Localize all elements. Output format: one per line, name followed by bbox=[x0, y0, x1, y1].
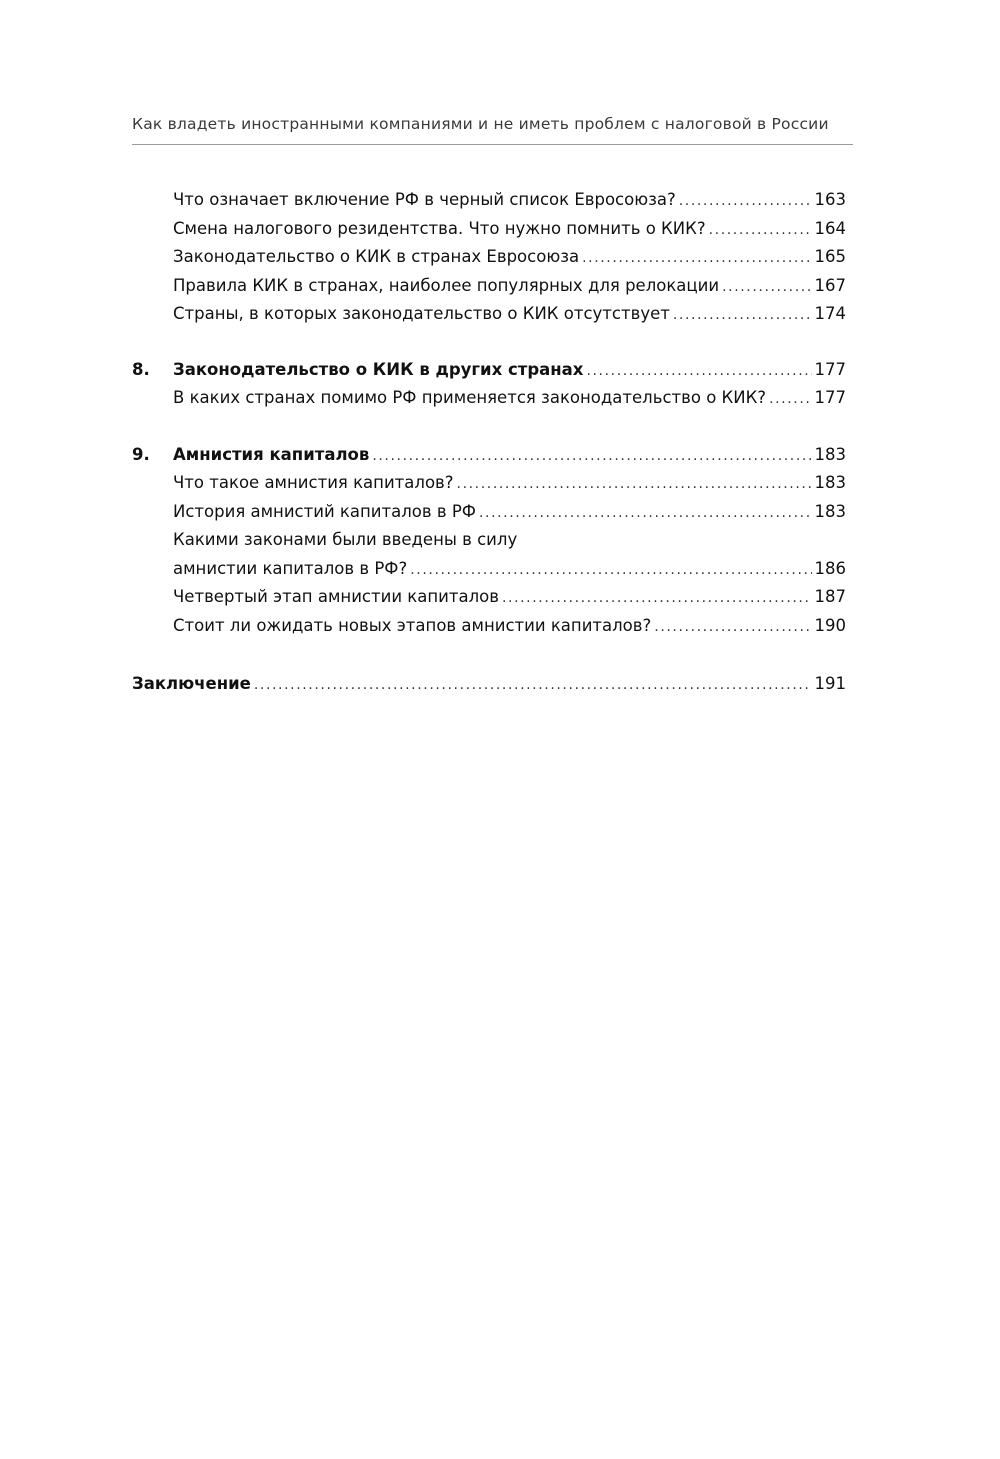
dot-leader bbox=[410, 556, 811, 585]
header-divider bbox=[132, 144, 853, 145]
toc-entry-page: 183 bbox=[814, 473, 846, 492]
toc-entry-title: Смена налогового резидентства. Что нужно помнить о КИК? bbox=[173, 218, 706, 238]
dot-leader bbox=[586, 357, 811, 386]
toc-entry[interactable] bbox=[132, 186, 846, 215]
toc-entry[interactable] bbox=[132, 612, 846, 641]
chapter-number: 9. bbox=[132, 444, 150, 464]
toc-entry[interactable] bbox=[132, 243, 846, 272]
chapter-number: 8. bbox=[132, 359, 150, 379]
toc-entry-page: 164 bbox=[814, 218, 846, 238]
toc-entry-title: В каких странах помимо РФ применяется законодательство о КИК? bbox=[173, 388, 767, 407]
toc-entry[interactable] bbox=[132, 469, 846, 498]
toc-entry-title: Что такое амнистия капиталов? bbox=[173, 473, 454, 492]
dot-leader bbox=[673, 301, 812, 330]
toc-entry[interactable] bbox=[132, 300, 846, 329]
running-header: Как владеть иностранными компаниями и не иметь проблем с налоговой в России bbox=[132, 115, 829, 133]
conclusion-title: Заключение bbox=[132, 674, 251, 693]
dot-leader bbox=[722, 273, 811, 302]
toc-entry-page: 174 bbox=[814, 304, 846, 323]
toc-entry-page: 183 bbox=[814, 501, 846, 521]
toc-entry-title: История амнистий капиталов в РФ bbox=[173, 501, 476, 521]
toc-entry-title: Законодательство о КИК в странах Евросоюза bbox=[173, 247, 580, 266]
chapter-title: Амнистия капиталов bbox=[173, 444, 370, 464]
section-spacer bbox=[132, 413, 846, 441]
section-spacer bbox=[132, 640, 846, 670]
toc-entry[interactable] bbox=[132, 384, 846, 413]
toc-entry[interactable] bbox=[132, 272, 846, 301]
toc-chapter-9[interactable] bbox=[132, 441, 846, 470]
dot-leader bbox=[709, 216, 812, 245]
toc-entry-page: 167 bbox=[814, 275, 846, 295]
toc-entry-title: Правила КИК в странах, наиболее популярных для релокации bbox=[173, 275, 720, 295]
dot-leader bbox=[769, 385, 811, 414]
dot-leader bbox=[457, 470, 812, 499]
toc-entry-title: Стоит ли ожидать новых этапов амнистии капиталов? bbox=[173, 615, 652, 635]
section-spacer bbox=[132, 329, 846, 356]
chapter-page: 177 bbox=[814, 359, 846, 379]
toc-entry-title: амнистии капиталов в РФ? bbox=[173, 558, 408, 578]
toc-entry-title: Четвертый этап амнистии капиталов bbox=[173, 587, 499, 606]
dot-leader bbox=[654, 613, 811, 642]
chapter-page: 183 bbox=[814, 444, 846, 464]
chapter-title: Законодательство о КИК в других странах bbox=[173, 359, 584, 379]
toc-conclusion[interactable] bbox=[132, 670, 846, 699]
toc-entry-page: 187 bbox=[814, 587, 846, 606]
toc-entry[interactable] bbox=[132, 583, 846, 612]
dot-leader bbox=[679, 187, 812, 216]
toc-entry-title: Что означает включение РФ в черный список Евросоюза? bbox=[173, 190, 676, 209]
dot-leader bbox=[479, 499, 812, 528]
toc-chapter-8[interactable] bbox=[132, 356, 846, 385]
toc-entry-line-2[interactable] bbox=[132, 555, 846, 584]
dot-leader bbox=[502, 584, 812, 613]
toc-entry-page: 165 bbox=[814, 247, 846, 266]
toc-entry-line-1[interactable] bbox=[132, 526, 846, 555]
conclusion-page: 191 bbox=[814, 674, 846, 693]
toc-entry-page: 177 bbox=[814, 388, 846, 407]
toc-entry-page: 190 bbox=[814, 615, 846, 635]
dot-leader bbox=[254, 671, 812, 700]
toc-entry-page: 186 bbox=[814, 558, 846, 578]
table-of-contents bbox=[132, 186, 846, 699]
toc-entry-title: Страны, в которых законодательство о КИК отсутствует bbox=[173, 304, 670, 323]
toc-entry-page: 163 bbox=[814, 190, 846, 209]
dot-leader bbox=[582, 244, 811, 273]
dot-leader bbox=[372, 442, 811, 471]
toc-entry-title: Какими законами были введены в силу bbox=[173, 530, 518, 549]
toc-entry[interactable] bbox=[132, 498, 846, 527]
toc-entry[interactable] bbox=[132, 215, 846, 244]
